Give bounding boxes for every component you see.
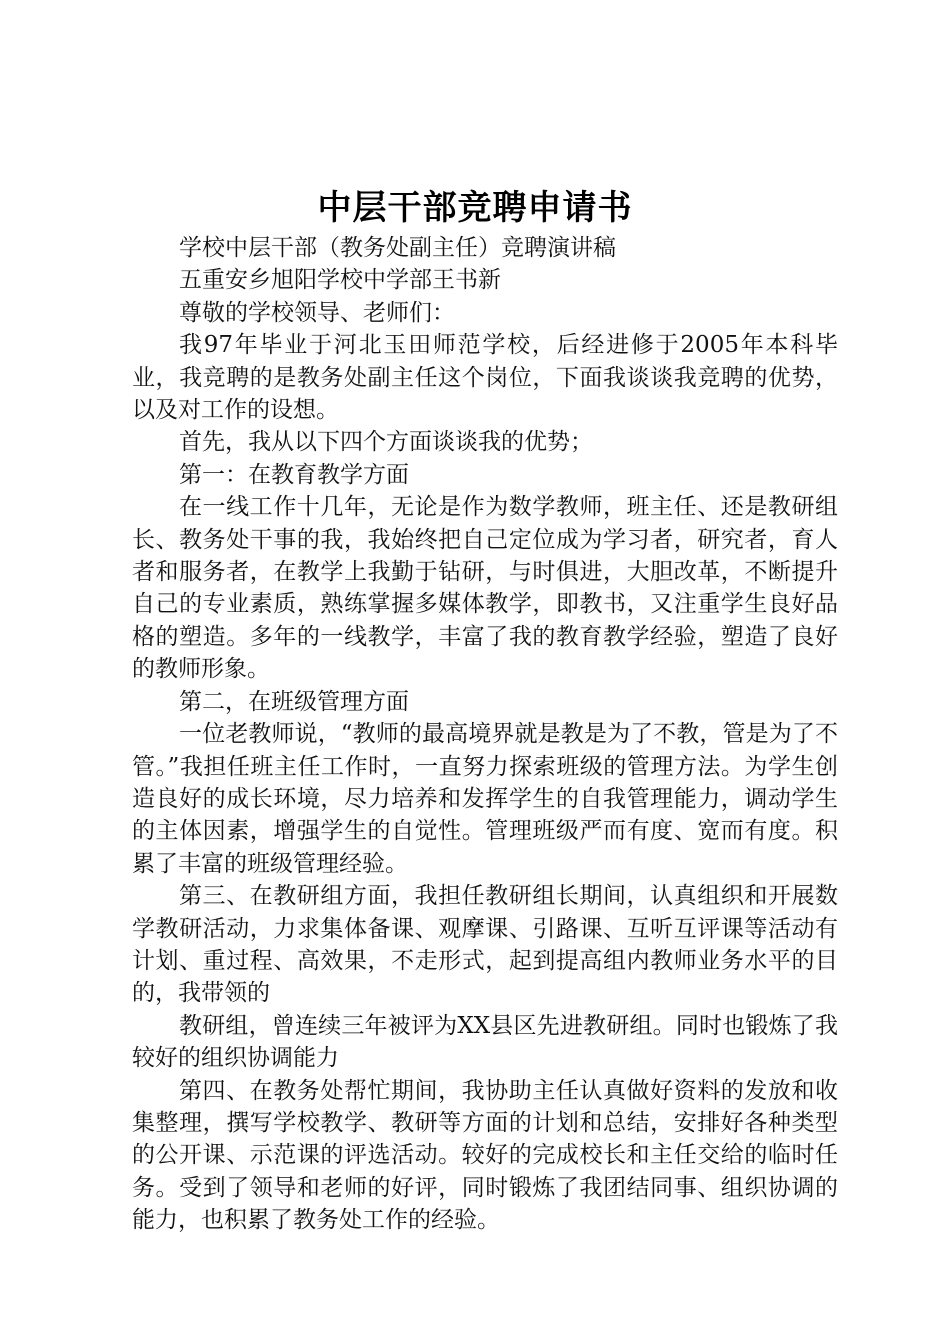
paragraph-subtitle: 学校中层干部（教务处副主任）竞聘演讲稿 — [179, 235, 616, 261]
paragraph-teaching: 在一线工作十几年，无论是作为数学教师，班主任、还是教研组长、教务处干事的我，我始终把自己定位成为学习者，研究者，育人者和服务者，在教学上我勤于钻研，与时俱进，大胆改革，不断提升自己的专业素质，熟练掌握多媒体教学，即教书，又注重学生良好品格的塑造。多年的一线教学，丰富了我的教育教学经验，塑造了良好的教师形象。 — [132, 494, 838, 683]
paragraph-salutation: 尊敬的学校领导、老师们： — [179, 299, 455, 326]
paragraph-introduction: 我97年毕业于河北玉田师范学校，后经进修于2005年本科毕业，我竞聘的是教务处副主任这个岗位，下面我谈谈我竞聘的优势，以及对工作的设想。 — [132, 332, 838, 424]
section-heading-first: 第一：在教育教学方面 — [179, 461, 409, 488]
paragraph-academic-affairs: 第四、在教务处帮忙期间，我协助主任认真做好资料的发放和收集整理，撰写学校教学、教研等方面的计划和总结，安排好各种类型的公开课、示范课的评选活动。较好的完成校长和主任交给的临时任务。受到了领导和老师的好评，同时锻炼了我团结同事、组织协调的能力，也积累了教务处工作的经验。 — [132, 1077, 838, 1234]
document-body — [132, 232, 838, 1237]
paragraph-research-group: 第三、在教研组方面，我担任教研组长期间，认真组织和开展数学教研活动，力求集体备课、观摩课、引路课、互听互评课等活动有计划、重过程、高效果，不走形式，起到提高组内教师业务水平的目的，我带领的 — [132, 883, 838, 1007]
paragraph-class-management: 一位老教师说，“教师的最高境界就是教是为了不教，管是为了不管。”我担任班主任工作时，一直努力探索班级的管理方法。为学生创造良好的成长环境，尽力培养和发挥学生的自我管理能力，调动学生的主体因素，增强学生的自觉性。管理班级严而有度、宽而有度。积累了丰富的班级管理经验。 — [132, 721, 838, 877]
section-heading-second: 第二，在班级管理方面 — [179, 688, 409, 715]
document-title: 中层干部竞聘申请书 — [317, 188, 633, 228]
paragraph-author: 五重安乡旭阳学校中学部王书新 — [179, 267, 501, 294]
paragraph-advantages-intro: 首先，我从以下四个方面谈谈我的优势； — [179, 429, 593, 456]
paragraph-research-group-continued: 教研组，曾连续三年被评为XX县区先进教研组。同时也锻炼了我较好的组织协调能力 — [132, 1012, 838, 1072]
